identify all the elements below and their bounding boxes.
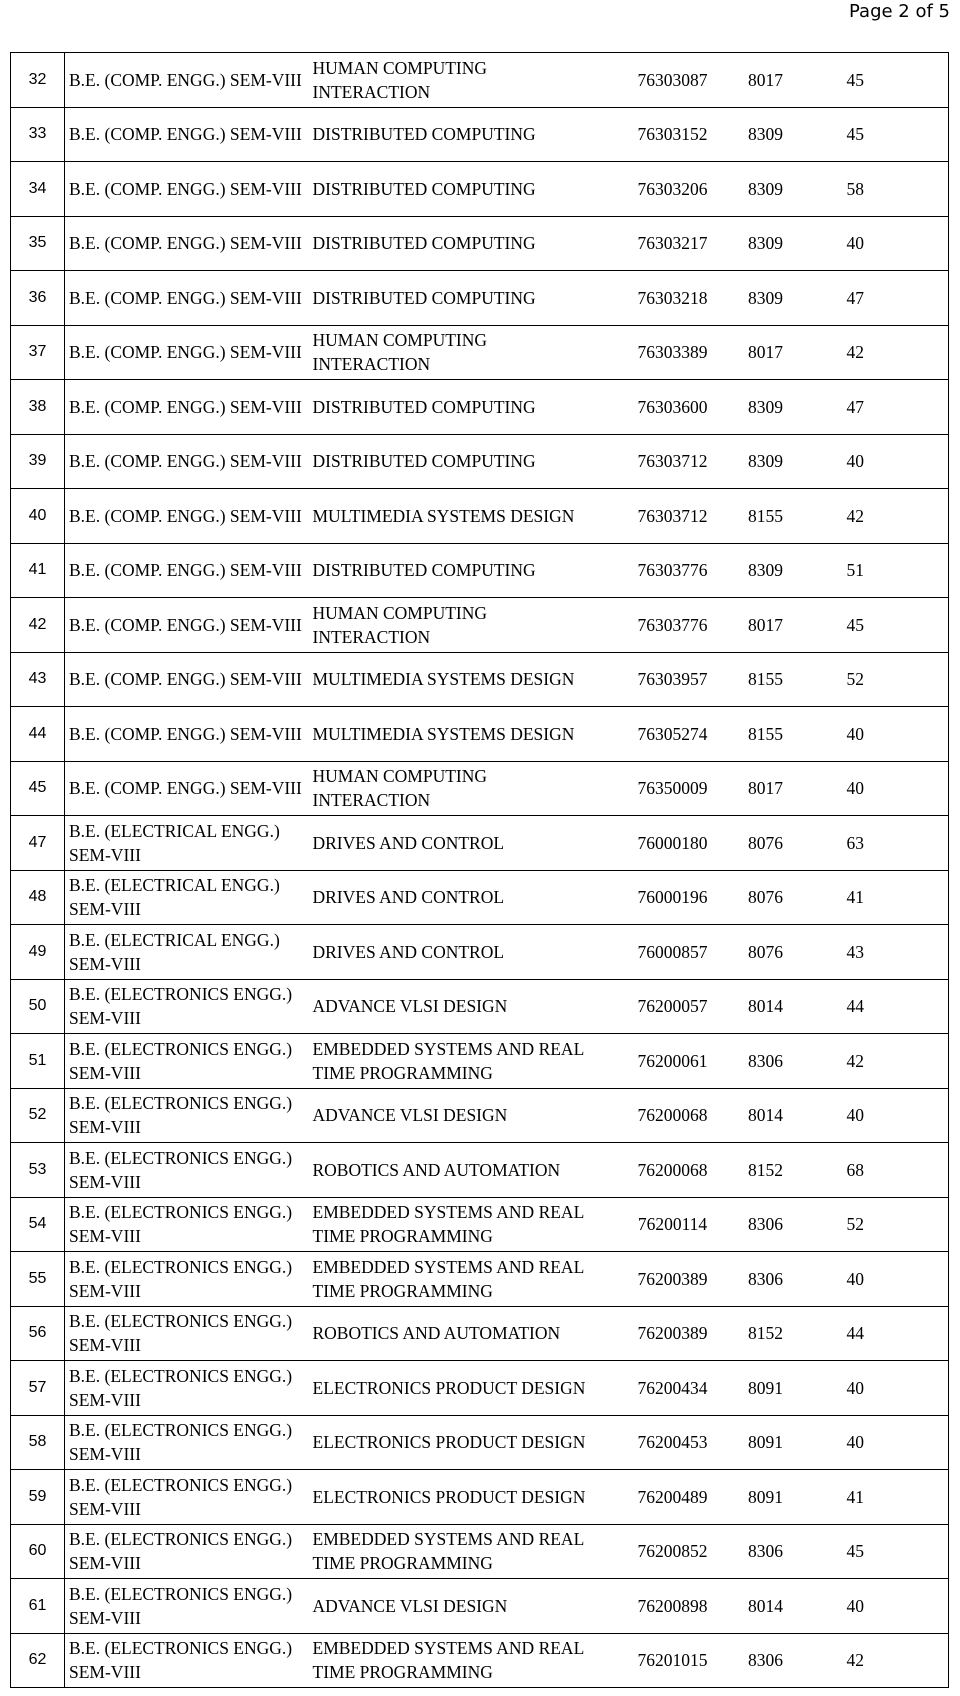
subject-cell: DISTRIBUTED COMPUTING: [309, 380, 609, 435]
seat-number-cell: 76200068: [609, 1088, 731, 1143]
table-row: [11, 325, 949, 380]
table-row: [11, 1197, 949, 1252]
subject-cell: ROBOTICS AND AUTOMATION: [309, 1306, 609, 1361]
seat-number-cell: 76303218: [609, 271, 731, 326]
subject-code-cell: 8076: [731, 925, 801, 980]
course-cell: B.E. (COMP. ENGG.) SEM-VIII: [65, 107, 309, 162]
serial-number-cell: 50: [11, 979, 65, 1034]
serial-number-cell: 43: [11, 652, 65, 707]
course-cell: B.E. (ELECTRONICS ENGG.) SEM-VIII: [65, 1252, 309, 1307]
course-cell: B.E. (ELECTRONICS ENGG.) SEM-VIII: [65, 1633, 309, 1688]
subject-cell: ELECTRONICS PRODUCT DESIGN: [309, 1361, 609, 1416]
course-cell: B.E. (COMP. ENGG.) SEM-VIII: [65, 380, 309, 435]
serial-number-cell: 54: [11, 1197, 65, 1252]
subject-cell: MULTIMEDIA SYSTEMS DESIGN: [309, 489, 609, 544]
subject-code-cell: 8076: [731, 870, 801, 925]
subject-cell: MULTIMEDIA SYSTEMS DESIGN: [309, 707, 609, 762]
course-cell: B.E. (ELECTRONICS ENGG.) SEM-VIII: [65, 1197, 309, 1252]
subject-code-cell: 8309: [731, 107, 801, 162]
serial-number-cell: 60: [11, 1524, 65, 1579]
marks-cell: 52: [801, 652, 949, 707]
course-cell: B.E. (ELECTRICAL ENGG.) SEM-VIII: [65, 925, 309, 980]
course-cell: B.E. (ELECTRONICS ENGG.) SEM-VIII: [65, 1306, 309, 1361]
course-cell: B.E. (COMP. ENGG.) SEM-VIII: [65, 543, 309, 598]
subject-cell: DISTRIBUTED COMPUTING: [309, 216, 609, 271]
subject-code-cell: 8017: [731, 53, 801, 108]
subject-cell: ROBOTICS AND AUTOMATION: [309, 1143, 609, 1198]
serial-number-cell: 33: [11, 107, 65, 162]
course-cell: B.E. (ELECTRONICS ENGG.) SEM-VIII: [65, 1470, 309, 1525]
table-row: [11, 543, 949, 598]
marks-cell: 52: [801, 1197, 949, 1252]
subject-code-cell: 8306: [731, 1252, 801, 1307]
subject-code-cell: 8014: [731, 1579, 801, 1634]
subject-code-cell: 8306: [731, 1034, 801, 1089]
subject-code-cell: 8306: [731, 1524, 801, 1579]
seat-number-cell: 76000857: [609, 925, 731, 980]
course-cell: B.E. (COMP. ENGG.) SEM-VIII: [65, 53, 309, 108]
subject-cell: ADVANCE VLSI DESIGN: [309, 1088, 609, 1143]
course-cell: B.E. (COMP. ENGG.) SEM-VIII: [65, 325, 309, 380]
marks-cell: 51: [801, 543, 949, 598]
serial-number-cell: 40: [11, 489, 65, 544]
table-row: [11, 1633, 949, 1688]
subject-code-cell: 8155: [731, 707, 801, 762]
subject-cell: EMBEDDED SYSTEMS AND REAL TIME PROGRAMMING: [309, 1524, 609, 1579]
seat-number-cell: 76303389: [609, 325, 731, 380]
subject-code-cell: 8155: [731, 489, 801, 544]
table-row: [11, 1034, 949, 1089]
subject-cell: EMBEDDED SYSTEMS AND REAL TIME PROGRAMMING: [309, 1633, 609, 1688]
marks-cell: 40: [801, 1579, 949, 1634]
seat-number-cell: 76303776: [609, 598, 731, 653]
marks-cell: 42: [801, 489, 949, 544]
marks-cell: 40: [801, 707, 949, 762]
seat-number-cell: 76200489: [609, 1470, 731, 1525]
subject-code-cell: 8309: [731, 434, 801, 489]
table-row: [11, 434, 949, 489]
table-row: [11, 1088, 949, 1143]
course-cell: B.E. (COMP. ENGG.) SEM-VIII: [65, 707, 309, 762]
seat-number-cell: 76200068: [609, 1143, 731, 1198]
serial-number-cell: 36: [11, 271, 65, 326]
marks-cell: 41: [801, 1470, 949, 1525]
marks-cell: 45: [801, 53, 949, 108]
serial-number-cell: 49: [11, 925, 65, 980]
table-row: [11, 1579, 949, 1634]
seat-number-cell: 76305274: [609, 707, 731, 762]
course-cell: B.E. (COMP. ENGG.) SEM-VIII: [65, 761, 309, 816]
subject-code-cell: 8306: [731, 1197, 801, 1252]
seat-number-cell: 76303712: [609, 434, 731, 489]
subject-cell: ELECTRONICS PRODUCT DESIGN: [309, 1415, 609, 1470]
subject-cell: EMBEDDED SYSTEMS AND REAL TIME PROGRAMMING: [309, 1197, 609, 1252]
seat-number-cell: 76000196: [609, 870, 731, 925]
marks-cell: 43: [801, 925, 949, 980]
serial-number-cell: 61: [11, 1579, 65, 1634]
subject-cell: DISTRIBUTED COMPUTING: [309, 271, 609, 326]
serial-number-cell: 55: [11, 1252, 65, 1307]
table-row: [11, 380, 949, 435]
course-cell: B.E. (ELECTRONICS ENGG.) SEM-VIII: [65, 1088, 309, 1143]
subject-cell: DRIVES AND CONTROL: [309, 870, 609, 925]
table-row: [11, 53, 949, 108]
table-row: [11, 870, 949, 925]
subject-code-cell: 8155: [731, 652, 801, 707]
marks-cell: 40: [801, 1088, 949, 1143]
serial-number-cell: 53: [11, 1143, 65, 1198]
marks-cell: 44: [801, 979, 949, 1034]
seat-number-cell: 76201015: [609, 1633, 731, 1688]
page-number: Page 2 of 5: [849, 1, 950, 22]
course-cell: B.E. (ELECTRONICS ENGG.) SEM-VIII: [65, 1143, 309, 1198]
table-row: [11, 107, 949, 162]
seat-number-cell: 76350009: [609, 761, 731, 816]
subject-code-cell: 8014: [731, 1088, 801, 1143]
table-row: [11, 816, 949, 871]
seat-number-cell: 76303152: [609, 107, 731, 162]
course-cell: B.E. (ELECTRONICS ENGG.) SEM-VIII: [65, 1415, 309, 1470]
subject-cell: DISTRIBUTED COMPUTING: [309, 162, 609, 217]
marks-cell: 40: [801, 1361, 949, 1416]
subject-code-cell: 8152: [731, 1306, 801, 1361]
course-cell: B.E. (COMP. ENGG.) SEM-VIII: [65, 434, 309, 489]
course-cell: B.E. (ELECTRONICS ENGG.) SEM-VIII: [65, 979, 309, 1034]
seat-number-cell: 76200434: [609, 1361, 731, 1416]
subject-code-cell: 8091: [731, 1415, 801, 1470]
subject-code-cell: 8017: [731, 598, 801, 653]
seat-number-cell: 76303712: [609, 489, 731, 544]
serial-number-cell: 42: [11, 598, 65, 653]
table-row: [11, 162, 949, 217]
seat-number-cell: 76200453: [609, 1415, 731, 1470]
seat-number-cell: 76200389: [609, 1252, 731, 1307]
table-row: [11, 1361, 949, 1416]
table-row: [11, 216, 949, 271]
subject-code-cell: 8309: [731, 543, 801, 598]
subject-cell: MULTIMEDIA SYSTEMS DESIGN: [309, 652, 609, 707]
subject-code-cell: 8017: [731, 761, 801, 816]
subject-cell: HUMAN COMPUTING INTERACTION: [309, 53, 609, 108]
subject-code-cell: 8091: [731, 1470, 801, 1525]
course-cell: B.E. (ELECTRICAL ENGG.) SEM-VIII: [65, 870, 309, 925]
course-cell: B.E. (COMP. ENGG.) SEM-VIII: [65, 271, 309, 326]
subject-code-cell: 8152: [731, 1143, 801, 1198]
marks-cell: 45: [801, 107, 949, 162]
course-cell: B.E. (COMP. ENGG.) SEM-VIII: [65, 489, 309, 544]
marks-cell: 41: [801, 870, 949, 925]
subject-code-cell: 8309: [731, 216, 801, 271]
marks-cell: 42: [801, 1633, 949, 1688]
table-row: [11, 979, 949, 1034]
course-cell: B.E. (COMP. ENGG.) SEM-VIII: [65, 216, 309, 271]
marks-cell: 47: [801, 380, 949, 435]
serial-number-cell: 38: [11, 380, 65, 435]
subject-cell: ELECTRONICS PRODUCT DESIGN: [309, 1470, 609, 1525]
subject-cell: EMBEDDED SYSTEMS AND REAL TIME PROGRAMMING: [309, 1252, 609, 1307]
seat-number-cell: 76303206: [609, 162, 731, 217]
table-row: [11, 1306, 949, 1361]
seat-number-cell: 76200389: [609, 1306, 731, 1361]
marks-cell: 42: [801, 325, 949, 380]
marks-cell: 40: [801, 1415, 949, 1470]
subject-code-cell: 8091: [731, 1361, 801, 1416]
table-row: [11, 489, 949, 544]
serial-number-cell: 37: [11, 325, 65, 380]
seat-number-cell: 76303957: [609, 652, 731, 707]
seat-number-cell: 76200061: [609, 1034, 731, 1089]
marks-cell: 42: [801, 1034, 949, 1089]
seat-number-cell: 76200898: [609, 1579, 731, 1634]
course-cell: B.E. (COMP. ENGG.) SEM-VIII: [65, 598, 309, 653]
subject-code-cell: 8309: [731, 380, 801, 435]
serial-number-cell: 39: [11, 434, 65, 489]
seat-number-cell: 76303600: [609, 380, 731, 435]
course-cell: B.E. (COMP. ENGG.) SEM-VIII: [65, 162, 309, 217]
course-cell: B.E. (ELECTRONICS ENGG.) SEM-VIII: [65, 1361, 309, 1416]
marks-cell: 40: [801, 1252, 949, 1307]
subject-cell: HUMAN COMPUTING INTERACTION: [309, 598, 609, 653]
subject-cell: HUMAN COMPUTING INTERACTION: [309, 325, 609, 380]
marks-cell: 68: [801, 1143, 949, 1198]
subject-cell: DRIVES AND CONTROL: [309, 925, 609, 980]
serial-number-cell: 45: [11, 761, 65, 816]
course-cell: B.E. (ELECTRONICS ENGG.) SEM-VIII: [65, 1524, 309, 1579]
serial-number-cell: 58: [11, 1415, 65, 1470]
table-row: [11, 1252, 949, 1307]
subject-cell: DRIVES AND CONTROL: [309, 816, 609, 871]
serial-number-cell: 47: [11, 816, 65, 871]
table-row: [11, 707, 949, 762]
serial-number-cell: 59: [11, 1470, 65, 1525]
serial-number-cell: 51: [11, 1034, 65, 1089]
course-cell: B.E. (ELECTRICAL ENGG.) SEM-VIII: [65, 816, 309, 871]
subject-code-cell: 8306: [731, 1633, 801, 1688]
table-row: [11, 652, 949, 707]
table-row: [11, 271, 949, 326]
subject-cell: DISTRIBUTED COMPUTING: [309, 107, 609, 162]
serial-number-cell: 44: [11, 707, 65, 762]
serial-number-cell: 48: [11, 870, 65, 925]
marks-cell: 63: [801, 816, 949, 871]
subject-cell: DISTRIBUTED COMPUTING: [309, 434, 609, 489]
marks-cell: 40: [801, 761, 949, 816]
subject-cell: ADVANCE VLSI DESIGN: [309, 1579, 609, 1634]
results-table-body: [11, 53, 949, 1688]
seat-number-cell: 76303776: [609, 543, 731, 598]
subject-cell: HUMAN COMPUTING INTERACTION: [309, 761, 609, 816]
table-row: [11, 1470, 949, 1525]
serial-number-cell: 41: [11, 543, 65, 598]
subject-code-cell: 8014: [731, 979, 801, 1034]
marks-cell: 45: [801, 1524, 949, 1579]
serial-number-cell: 35: [11, 216, 65, 271]
serial-number-cell: 57: [11, 1361, 65, 1416]
marks-cell: 40: [801, 434, 949, 489]
marks-cell: 44: [801, 1306, 949, 1361]
marks-cell: 58: [801, 162, 949, 217]
serial-number-cell: 52: [11, 1088, 65, 1143]
table-row: [11, 761, 949, 816]
marks-cell: 47: [801, 271, 949, 326]
subject-code-cell: 8309: [731, 271, 801, 326]
seat-number-cell: 76200114: [609, 1197, 731, 1252]
subject-cell: ADVANCE VLSI DESIGN: [309, 979, 609, 1034]
serial-number-cell: 32: [11, 53, 65, 108]
serial-number-cell: 62: [11, 1633, 65, 1688]
subject-code-cell: 8309: [731, 162, 801, 217]
seat-number-cell: 76000180: [609, 816, 731, 871]
subject-cell: EMBEDDED SYSTEMS AND REAL TIME PROGRAMMING: [309, 1034, 609, 1089]
seat-number-cell: 76200057: [609, 979, 731, 1034]
course-cell: B.E. (ELECTRONICS ENGG.) SEM-VIII: [65, 1034, 309, 1089]
results-table: [10, 52, 949, 1688]
marks-cell: 40: [801, 216, 949, 271]
serial-number-cell: 56: [11, 1306, 65, 1361]
table-row: [11, 1524, 949, 1579]
seat-number-cell: 76303087: [609, 53, 731, 108]
table-row: [11, 1415, 949, 1470]
subject-cell: DISTRIBUTED COMPUTING: [309, 543, 609, 598]
course-cell: B.E. (ELECTRONICS ENGG.) SEM-VIII: [65, 1579, 309, 1634]
seat-number-cell: 76200852: [609, 1524, 731, 1579]
serial-number-cell: 34: [11, 162, 65, 217]
subject-code-cell: 8017: [731, 325, 801, 380]
marks-cell: 45: [801, 598, 949, 653]
table-row: [11, 598, 949, 653]
seat-number-cell: 76303217: [609, 216, 731, 271]
table-row: [11, 925, 949, 980]
course-cell: B.E. (COMP. ENGG.) SEM-VIII: [65, 652, 309, 707]
subject-code-cell: 8076: [731, 816, 801, 871]
table-row: [11, 1143, 949, 1198]
